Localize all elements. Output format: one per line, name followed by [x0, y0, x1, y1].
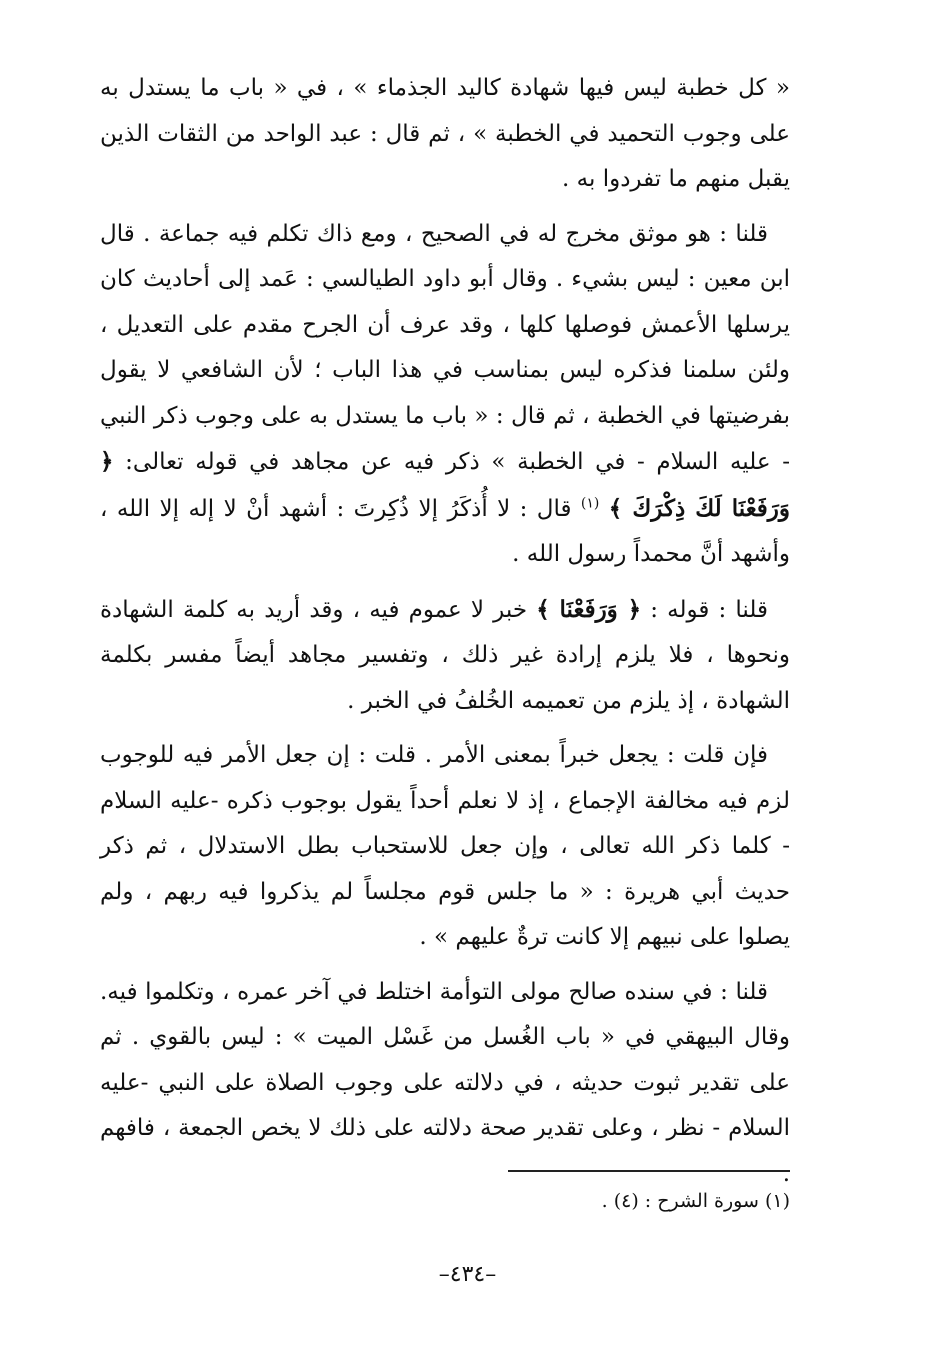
paragraph-4: فإن قلت : يجعل خبراً بمعنى الأمر . قلت : إن جعل الأمر فيه للوجوب لزم فيه مخالفة الإجماع ، إذ لا نعلم أحداً يقول بوجوب ذكره -عليه السلام - كلما ذكر الله تعالى ، وإن جعل للاستحباب بطل الاستدلال ، ثم ذكر حديث أبي هريرة : « ما جلس قوم مجلساً لم يذكروا فيه ربهم ، ولم يصلوا على نبيهم إلا كانت ترةٌ عليهم » .: [100, 742, 790, 950]
paragraph-3-body: قلنا : قوله :: [650, 596, 768, 623]
paragraph-2: [100, 212, 790, 578]
paragraph-5: قلنا : في سنده صالح مولى التوأمة اختلط في آخر عمره ، وتكلموا فيه. وقال البيهقي في « باب الغُسل من غَسْل الميت » : ليس بالقوي . ثم على تقدير ثبوت حديثه ، في دلالته على وجوب الصلاة على النبي -عليه السلام - نظر ، وعلى تقدير صحة دلالته على ذلك لا يخص الجمعة ، فافهم .: [100, 978, 790, 1187]
page-number: –٤٣٤–: [438, 1262, 497, 1287]
paragraph-2-tail: قال : لا أُذكَرُ إلا ذُكِرتَ : أشهد أنْ لا إله إلا الله ، وأشهد أنَّ محمداً رسول الله .: [100, 495, 790, 567]
footnote: (١) سورة الشرح : (٤) .: [601, 1190, 790, 1212]
footnote-reference: (١): [580, 494, 600, 511]
paragraph-1: « كل خطبة ليس فيها شهادة كاليد الجذماء » ، في « باب ما يستدل به على وجوب التحميد في الخطبة » ، ثم قال : عبد الواحد من الثقات الذين يقبل منهم ما تفردوا به .: [100, 75, 790, 192]
footnote-divider: [508, 1170, 790, 1172]
paragraph-3-tail: خبر لا عموم فيه ، وقد أريد به كلمة الشهادة ونحوها ، فلا يلزم إرادة غير ذلك ، وتفسير مجاهد أيضاً مفسر بكلمة الشهادة ، إذ يلزم من تعميمه الخُلفُ في الخبر .: [100, 596, 790, 714]
paragraph-2-body: قلنا : هو موثق مخرج له في الصحيح ، ومع ذاك تكلم فيه جماعة . قال ابن معين : ليس بشيء . وقال أبو داود الطيالسي : عَمد إلى أحاديث كان يرسلها الأعمش فوصلها كلها ، وقد عرف أن الجرح مقدم على التعديل ، ولئن سلمنا فذكره ليس بمناسب في هذا الباب ؛ لأن الشافعي لا يقول بفرضيتها في الخطبة ، ثم قال : « باب ما يستدل به على وجوب ذكر النبي - عليه السلام - في الخطبة » ذكر فيه عن مجاهد في قوله تعالى:: [100, 220, 791, 475]
quran-verse-1: ﴿ وَرَفَعْنَا لَكَ ذِكْرَكَ ﴾: [100, 448, 791, 522]
quran-verse-2: ﴿ وَرَفَعْنَا ﴾: [536, 595, 642, 623]
paragraph-3: [100, 587, 790, 725]
main-text: [100, 66, 790, 1206]
